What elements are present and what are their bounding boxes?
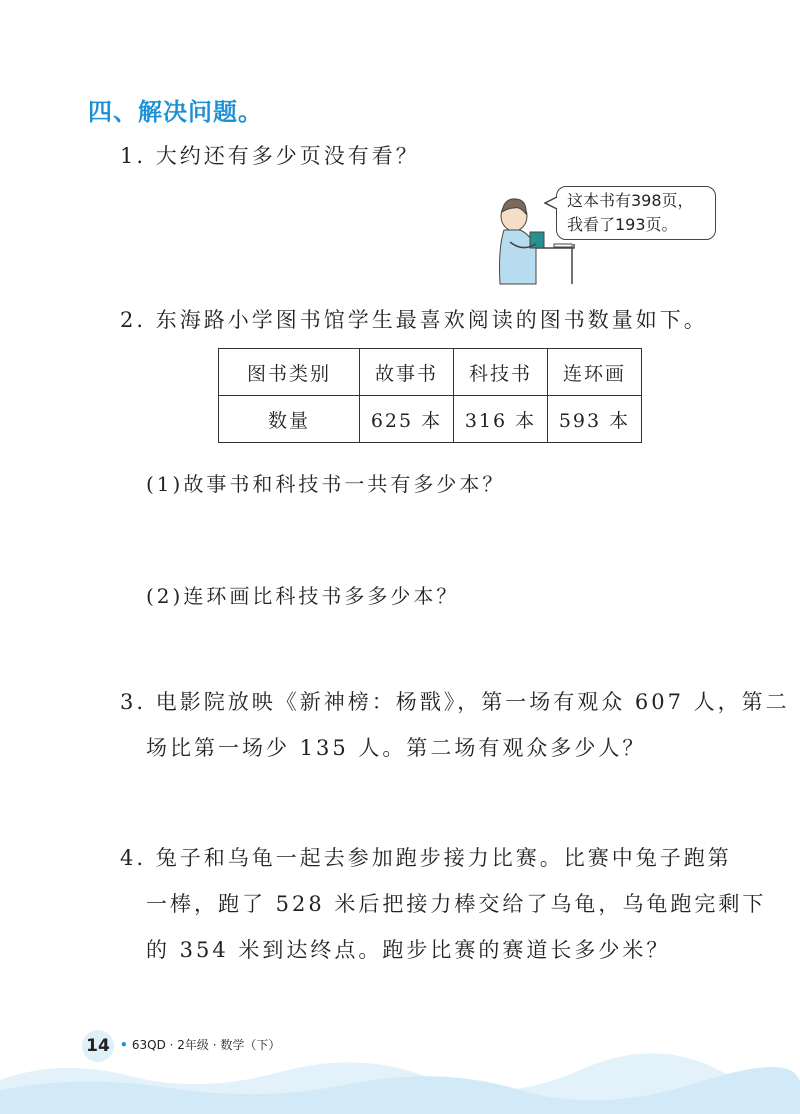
question-4-line-2: 一棒，跑了 528 米后把接力棒交给了乌龟，乌龟跑完剩下 [146, 892, 767, 916]
footer-book-info-text: 63QD · 2年级 · 数学（下） [131, 1038, 281, 1052]
books-table [218, 348, 642, 443]
bubble-line-2: 我看了193页。 [567, 215, 678, 234]
page-number: 14 [82, 1030, 114, 1062]
question-3-line-1: 3. 电影院放映《新神榜：杨戬》，第一场有观众 607 人，第二 [120, 690, 790, 714]
footer-dot-icon: • [120, 1038, 132, 1052]
table-cell: 图书类别 [219, 349, 360, 396]
table-cell: 316 本 [454, 396, 548, 443]
question-4-line-1: 4. 兔子和乌龟一起去参加跑步接力比赛。比赛中兔子跑第 [120, 846, 732, 870]
question-3-line-2: 场比第一场少 135 人。第二场有观众多少人？ [146, 736, 647, 760]
table-cell: 连环画 [548, 349, 642, 396]
footer-book-info [120, 1036, 280, 1053]
table-row [219, 396, 642, 443]
table-cell: 科技书 [454, 349, 548, 396]
question-4-line-3: 的 354 米到达终点。跑步比赛的赛道长多少米？ [146, 938, 671, 962]
speech-bubble [556, 186, 716, 240]
table-cell: 数量 [219, 396, 360, 443]
bubble-line-1: 这本书有398页， [567, 191, 694, 210]
bubble-tail [544, 196, 560, 210]
table-cell: 593 本 [548, 396, 642, 443]
question-2-text: 2. 东海路小学图书馆学生最喜欢阅读的图书数量如下。 [120, 308, 708, 332]
question-1-text: 1. 大约还有多少页没有看？ [120, 144, 420, 168]
question-2-sub-1: (1)故事书和科技书一共有多少本？ [146, 472, 506, 496]
footer-wave-decoration [0, 1050, 800, 1114]
section-title: 四、解决问题。 [88, 98, 263, 126]
table-header-row [219, 349, 642, 396]
question-2-sub-2: (2)连环画比科技书多多少本？ [146, 584, 460, 608]
table-cell: 故事书 [360, 349, 454, 396]
table-cell: 625 本 [360, 396, 454, 443]
